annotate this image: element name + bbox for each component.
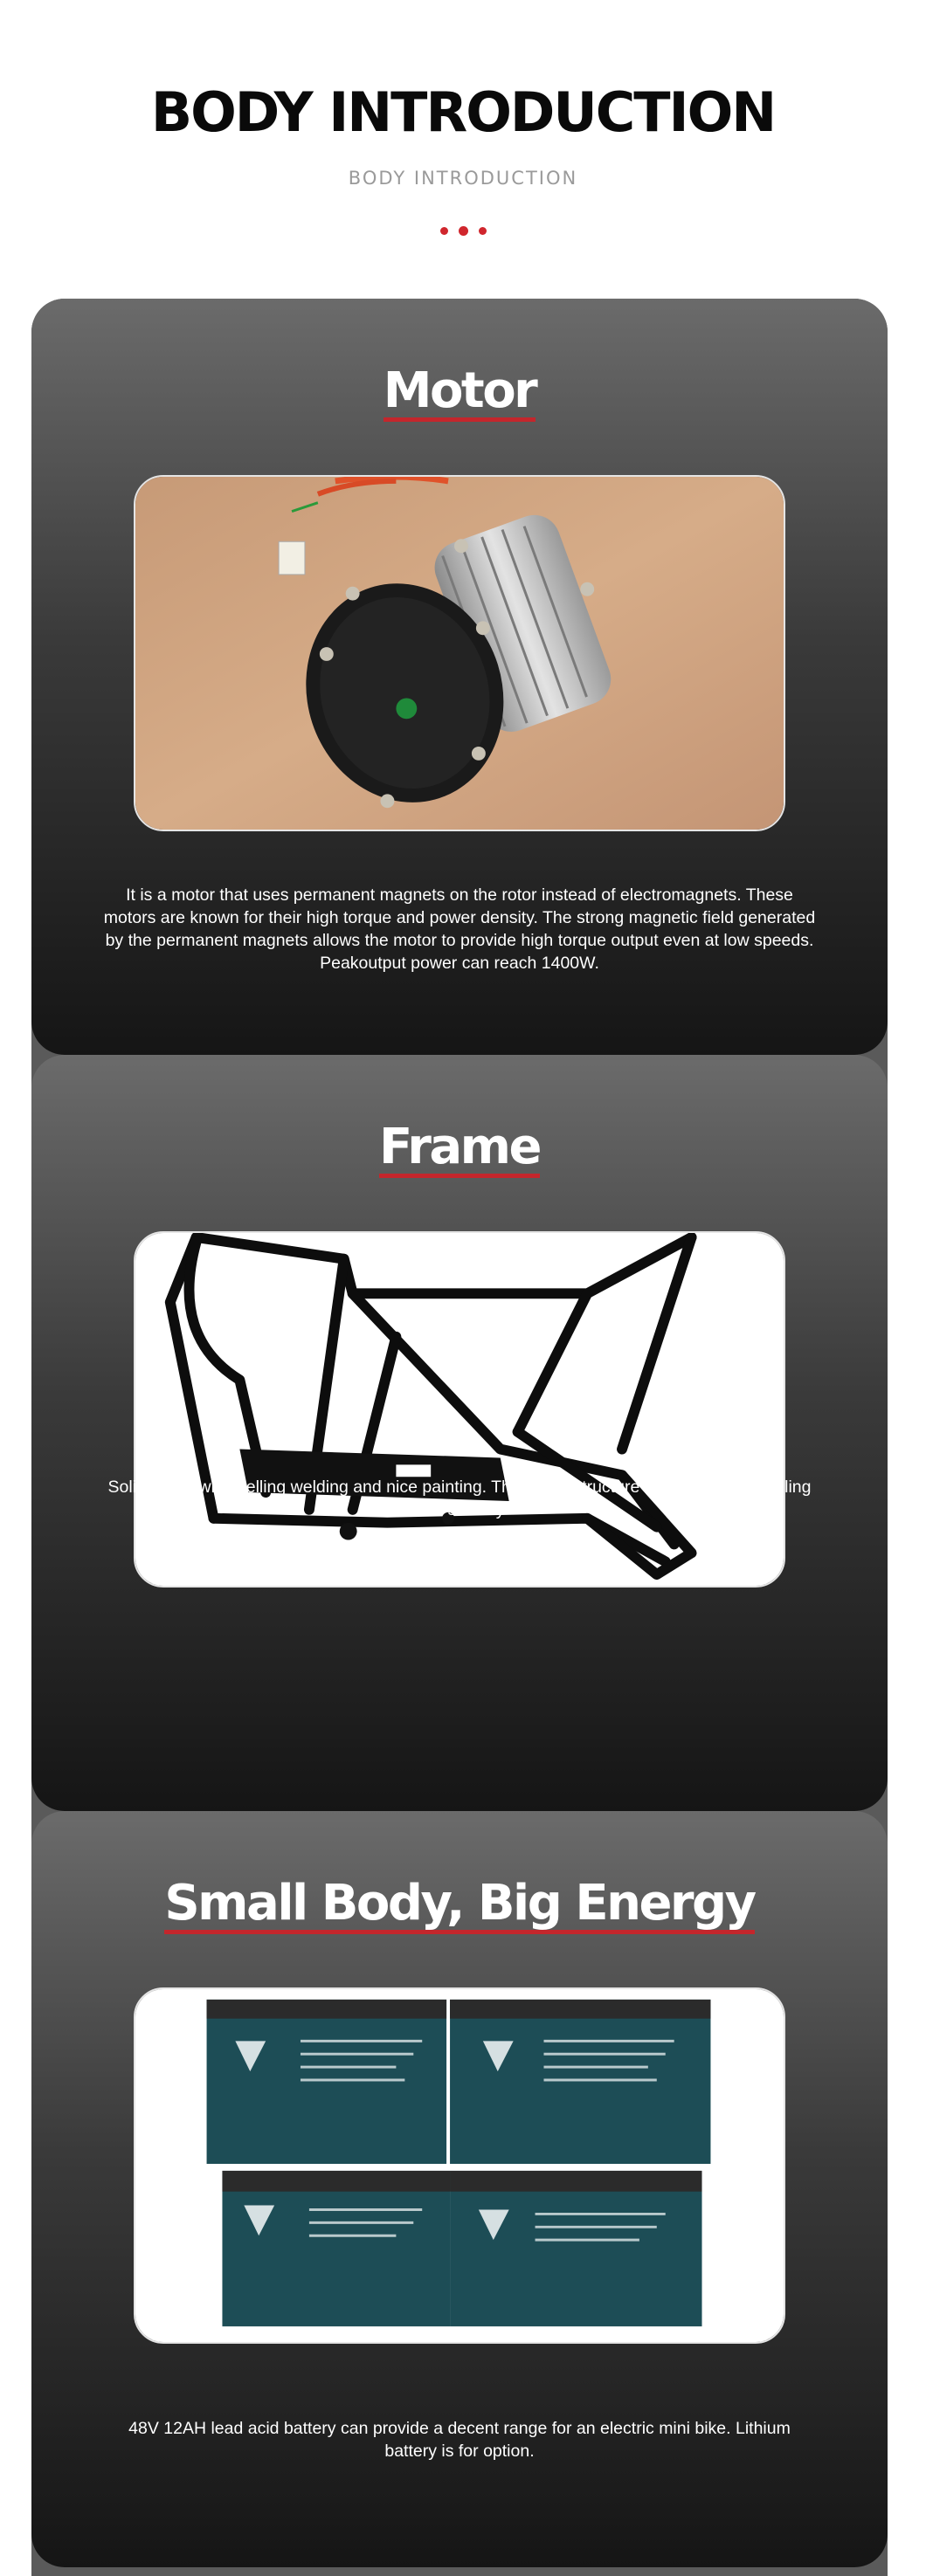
dot-icon xyxy=(440,227,448,235)
section-frame xyxy=(31,1055,888,1811)
dot-icon xyxy=(459,226,468,236)
battery-photo xyxy=(134,1987,785,2344)
section-description: Solid frame with welling welding and nice painting. The frame structure help improve handling and stability xyxy=(107,1477,812,1519)
section-description: 48V 12AH lead acid battery can provide a decent range for an electric mini bike. Lithium battery is for option. xyxy=(128,2419,791,2461)
section-title: Frame xyxy=(31,1123,888,1178)
dot-icon xyxy=(479,227,487,235)
section-title: Small Body, Big Energy xyxy=(31,1879,888,1934)
frame-photo xyxy=(134,1231,785,1588)
section-title: Motor xyxy=(31,367,888,422)
section-motor xyxy=(31,299,888,1055)
section-battery xyxy=(31,1811,888,2567)
page-title: BODY INTRODUCTION xyxy=(150,80,776,144)
page-header xyxy=(0,0,926,262)
motor-photo xyxy=(134,475,785,831)
decorative-dots xyxy=(0,227,926,236)
page-subtitle: BODY INTRODUCTION xyxy=(348,168,578,189)
section-description: It is a motor that uses permanent magnets on the rotor instead of electromagnets. These motors are known for their high torque and power density. The strong magnetic field generated by the permanent magnets allows the motor to provide high torque output even at low speeds. Peakoutput power can reach 1400W. xyxy=(103,885,816,973)
